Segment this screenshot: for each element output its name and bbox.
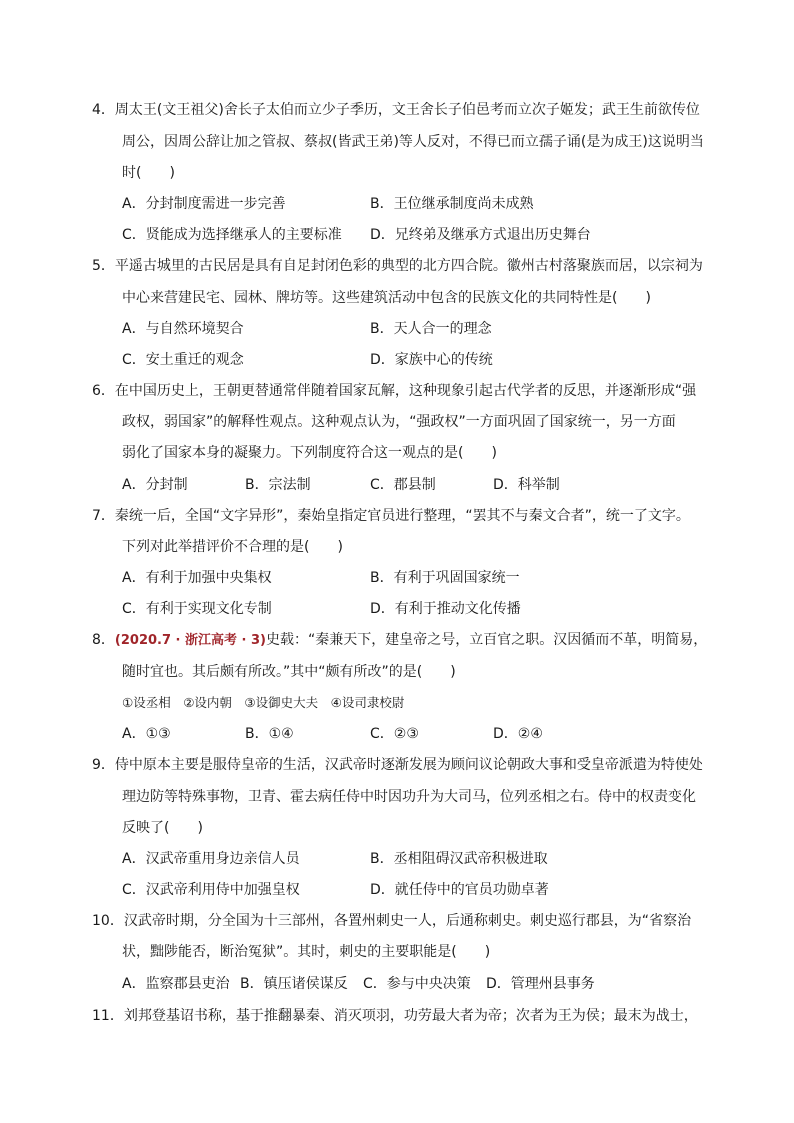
question-8-option-d: D．②④	[493, 726, 543, 742]
question-6-option-a: A．分封制	[122, 477, 188, 493]
question-4-option-d: D．兄终弟及继承方式退出历史舞台	[370, 227, 591, 243]
question-4-line-2: 周公，因周公辞让加之管叔、蔡叔(皆武王弟)等人反对，不得已而立孺子诵(是为成王)这说明当	[122, 134, 704, 150]
question-10-option-a: A．监察郡县吏治	[122, 976, 230, 992]
question-4-line-1: 4．周太王(文王祖父)舍长子太伯而立少子季历，文王舍长子伯邑考而立次子姬发；武王生前欲传位	[92, 102, 700, 118]
question-7-option-a: A．有利于加强中央集权	[122, 570, 272, 586]
question-9-line-1: 9．侍中原本主要是服侍皇帝的生活，汉武帝时逐渐发展为顾问议论朝政大事和受皇帝派遣为特使处	[92, 757, 703, 773]
question-9-line-2: 理边防等特殊事物，卫青、霍去病任侍中时因功升为大司马，位列丞相之右。侍中的权责变化	[122, 789, 696, 805]
question-7-option-d: D．有利于推动文化传播	[370, 601, 521, 617]
question-4-option-b: B．王位继承制度尚未成熟	[370, 196, 534, 212]
question-8-items: ①设丞相 ②设内朝 ③设御史大夫 ④设司隶校尉	[122, 695, 405, 710]
question-5-line-2: 中心来营建民宅、园林、牌坊等。这些建筑活动中包含的民族文化的共同特性是( )	[122, 290, 651, 306]
question-6-line-2: 政权，弱国家”的解释性观点。这种观点认为，“强政权”一方面巩固了国家统一，另一方面	[122, 414, 676, 430]
question-5-option-b: B．天人合一的理念	[370, 321, 492, 337]
question-9-line-3: 反映了( )	[122, 820, 203, 836]
question-10-line-2: 状，黜陟能否，断治冤狱”。其时，刺史的主要职能是( )	[122, 944, 491, 960]
question-6-option-d: D．科举制	[493, 477, 560, 493]
question-9-option-b: B．丞相阻碍汉武帝积极进取	[370, 851, 548, 867]
question-8-number: 8．	[92, 632, 115, 648]
question-10-option-b: B．镇压诸侯谋反	[240, 976, 348, 992]
question-5-option-d: D．家族中心的传统	[370, 352, 493, 368]
question-8-source-tag: (2020.7 · 浙江高考 · 3)	[114, 633, 266, 648]
question-6-line-1: 6．在中国历史上，王朝更替通常伴随着国家瓦解，这种现象引起古代学者的反思，并逐渐形成“强	[92, 383, 697, 399]
question-8-option-a: A．①③	[122, 726, 171, 742]
question-5-line-1: 5．平遥古城里的古民居是具有自足封闭色彩的典型的北方四合院。徽州古村落聚族而居，以宗祠为	[92, 258, 703, 274]
question-4-line-3: 时( )	[122, 165, 175, 181]
question-7-line-2: 下列对此举措评价不合理的是( )	[122, 539, 343, 555]
question-7-option-b: B．有利于巩固国家统一	[370, 570, 520, 586]
question-10-option-c: C．参与中央决策	[363, 976, 471, 992]
question-5-option-a: A．与自然环境契合	[122, 321, 244, 337]
question-8-line-1	[92, 630, 707, 650]
question-8-option-b: B．①④	[245, 726, 294, 742]
question-9-option-a: A．汉武帝重用身边亲信人员	[122, 851, 300, 867]
question-9-option-c: C．汉武帝利用侍中加强皇权	[122, 882, 300, 898]
question-6-option-c: C．郡县制	[370, 477, 436, 493]
question-4-option-c: C．贤能成为选择继承人的主要标准	[122, 227, 342, 243]
question-4-option-a: A．分封制度需进一步完善	[122, 196, 286, 212]
question-7-line-1: 7．秦统一后，全国“文字异形”，秦始皇指定官员进行整理，“罢其不与秦文合者”，统一了文字。	[92, 508, 690, 524]
question-8-line-2: 随时宜也。其后颇有所改。”其中“颇有所改”的是( )	[122, 664, 456, 680]
question-11-line-1: 11．刘邦登基诏书称，基于推翻暴秦、消灭项羽，功劳最大者为帝；次者为王为侯；最末为战士，	[92, 1008, 698, 1024]
question-5-option-c: C．安土重迁的观念	[122, 352, 244, 368]
question-9-option-d: D．就任侍中的官员功勋卓著	[370, 882, 549, 898]
question-10-option-d: D．管理州县事务	[486, 976, 595, 992]
question-8-line-1-text: 史载：“秦兼天下，建皇帝之号，立百官之职。汉因循而不革，明简易，	[266, 632, 708, 648]
question-10-line-1: 10．汉武帝时期，分全国为十三部州，各置州刺史一人，后通称刺史。刺史巡行郡县，为“省察治	[92, 913, 692, 929]
question-6-option-b: B．宗法制	[245, 477, 311, 493]
question-7-option-c: C．有利于实现文化专制	[122, 601, 272, 617]
question-8-option-c: C．②③	[370, 726, 419, 742]
question-6-line-3: 弱化了国家本身的凝聚力。下列制度符合这一观点的是( )	[122, 445, 497, 461]
